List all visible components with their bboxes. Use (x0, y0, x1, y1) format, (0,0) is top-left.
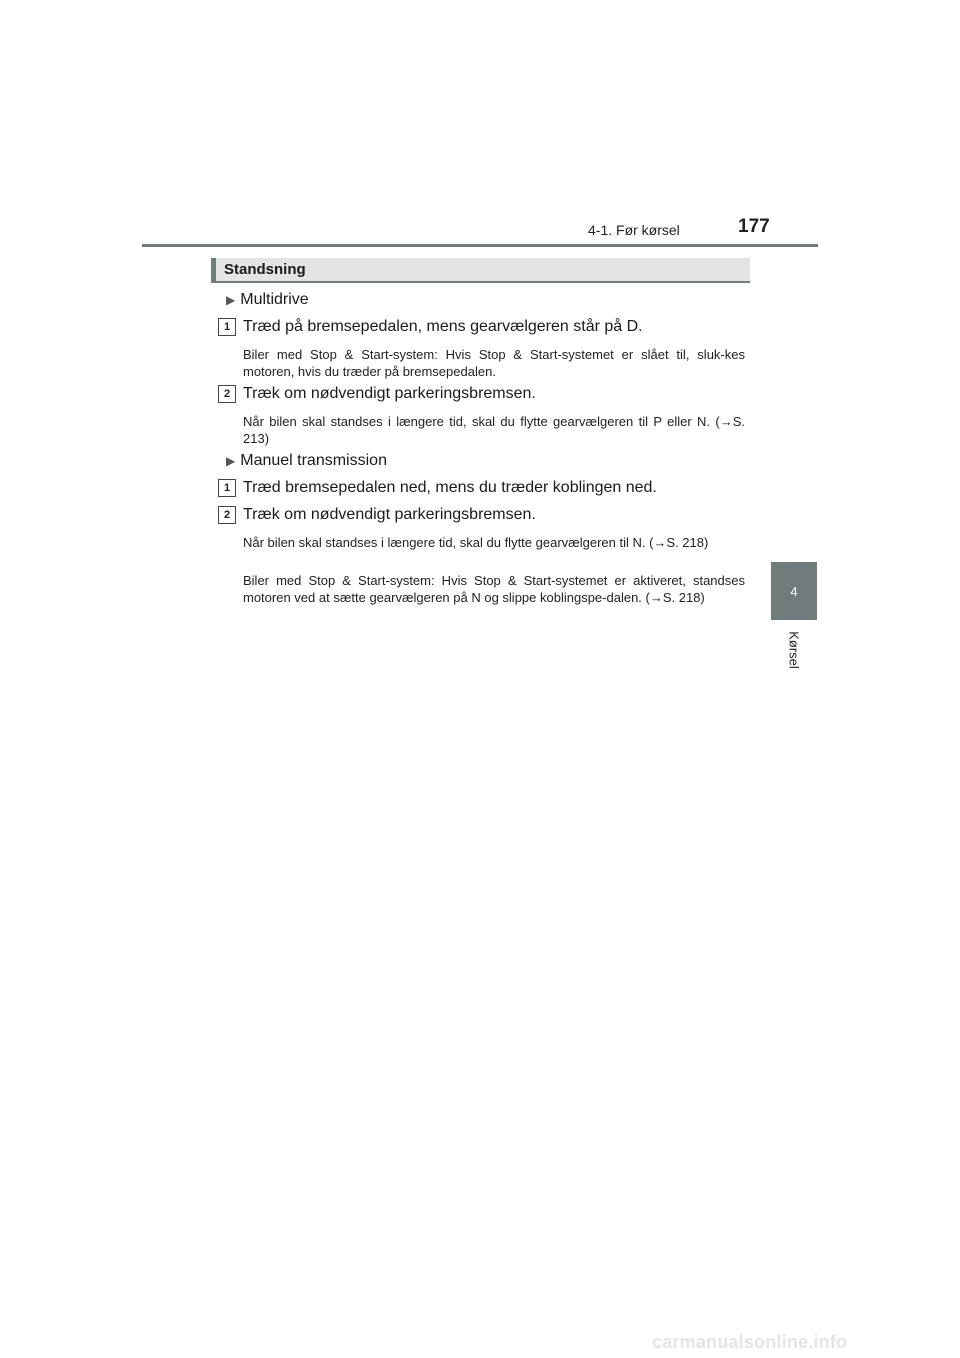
watermark: carmanualsonline.info (652, 1332, 848, 1352)
step-note: Biler med Stop & Start-system: Hvis Stop & Start-systemet er aktiveret, standses motoren ved at sætte gearvælgeren på N og slippe koblingspe-dalen. (→S. 218) (243, 573, 745, 605)
chapter-label: Kørsel (786, 631, 802, 669)
section-heading (211, 258, 750, 283)
step-number-badge: 1 (218, 479, 236, 497)
step-text: Træk om nødvendigt parkeringsbremsen. (243, 506, 536, 523)
subheading-manual-transmission (226, 452, 387, 470)
step-note: Biler med Stop & Start-system: Hvis Stop & Start-systemet er slået til, sluk-kes motoren, hvis du træder på bremsepedalen. (243, 347, 745, 379)
step-number-badge: 2 (218, 385, 236, 403)
step-text: Træd på bremsepedalen, mens gearvælgeren står på D. (243, 318, 643, 335)
step-text: Træd bremsepedalen ned, mens du træder koblingen ned. (243, 479, 657, 496)
step-text: Træk om nødvendigt parkeringsbremsen. (243, 385, 536, 402)
step-number-badge: 2 (218, 506, 236, 524)
step-note: Når bilen skal standses i længere tid, skal du flytte gearvælgeren til N. (→S. 218) (243, 535, 709, 550)
chapter-number: 4 (790, 583, 798, 599)
header-divider (142, 244, 818, 247)
chapter-tab (771, 562, 817, 620)
section-name: 4-1. Før kørsel (588, 222, 680, 238)
step-number-badge: 1 (218, 318, 236, 336)
triangle-arrow-icon: ▶ (226, 454, 236, 468)
subheading-text: Manuel transmission (240, 452, 387, 469)
page-number: 177 (738, 216, 770, 237)
subheading-multidrive (226, 291, 309, 309)
step-note: Når bilen skal standses i længere tid, skal du flytte gearvælgeren til P eller N. (→S. 213) (243, 414, 745, 446)
subheading-text: Multidrive (240, 291, 309, 308)
triangle-arrow-icon: ▶ (226, 293, 236, 307)
section-heading-text: Standsning (224, 261, 306, 278)
